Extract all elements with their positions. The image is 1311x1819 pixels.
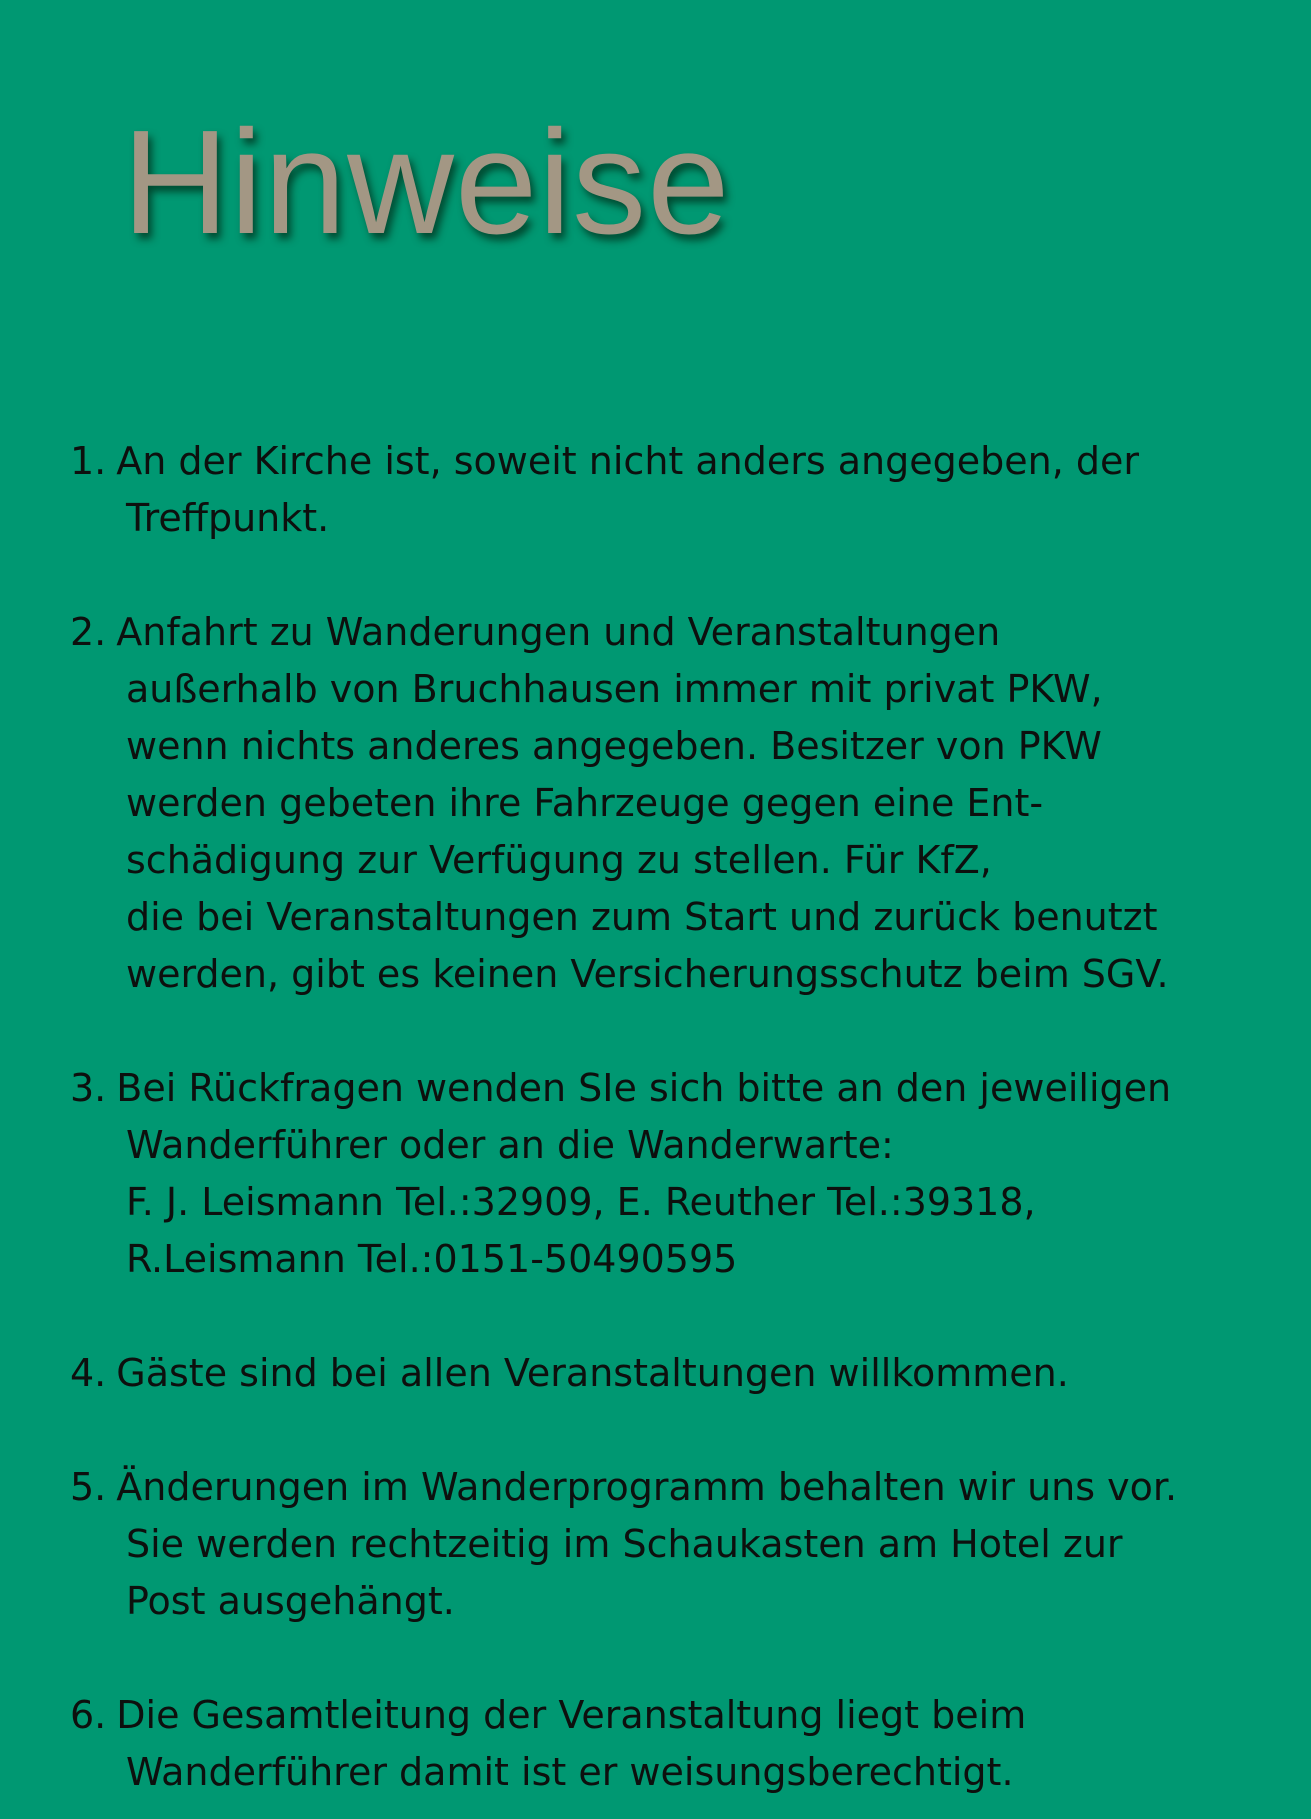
rule-number: 2. (70, 610, 107, 654)
rule-text-line: Gäste sind bei allen Veranstaltungen willkommen. (116, 1351, 1069, 1395)
rule-number: 5. (70, 1465, 107, 1509)
rule-number: 1. (70, 439, 107, 483)
rule-text-line: Treffpunkt. (126, 496, 330, 540)
rule-item-3 (70, 1060, 1280, 1288)
rule-item-5 (70, 1459, 1280, 1630)
rule-item-2 (70, 604, 1280, 1003)
rule-text-line: An der Kirche ist, soweit nicht anders angegeben, der (116, 439, 1139, 483)
rule-text-line: schädigung zur Verfügung zu stellen. Für KfZ, (126, 838, 992, 882)
rule-text-line: Die Gesamtleitung der Veranstaltung liegt beim (116, 1693, 1027, 1737)
page-title: Hinweise (122, 100, 731, 265)
rule-text-line: außerhalb von Bruchhausen immer mit privat PKW, (126, 667, 1103, 711)
rule-text-line: Änderungen im Wanderprogramm behalten wir uns vor. (116, 1465, 1178, 1509)
rule-text-line: Sie werden rechtzeitig im Schaukasten am Hotel zur (126, 1522, 1123, 1566)
rule-text-line: Anfahrt zu Wanderungen und Veranstaltungen (116, 610, 1001, 654)
rule-text-line: wenn nichts anderes angegeben. Besitzer von PKW (126, 724, 1102, 768)
rule-number: 4. (70, 1351, 107, 1395)
rule-text-line: werden, gibt es keinen Versicherungsschutz beim SGV. (126, 952, 1169, 996)
rule-text-line: werden gebeten ihre Fahrzeuge gegen eine Ent- (126, 781, 1044, 825)
rule-item-4 (70, 1345, 1280, 1402)
rule-text-line: R.Leismann Tel.:0151-50490595 (126, 1237, 738, 1281)
rule-text-line: Wanderführer oder an die Wanderwarte: (126, 1123, 894, 1167)
rule-item-1 (70, 433, 1280, 547)
rule-item-6 (70, 1687, 1280, 1801)
rule-text-line: Post ausgehängt. (126, 1579, 455, 1623)
rules-list (70, 433, 1280, 1801)
rule-text-line: die bei Veranstaltungen zum Start und zurück benutzt (126, 895, 1158, 939)
rule-text-line: Wanderführer damit ist er weisungsberechtigt. (126, 1750, 1014, 1794)
rule-number: 6. (70, 1693, 107, 1737)
rule-text-line: F. J. Leismann Tel.:32909, E. Reuther Tel.:39318, (126, 1180, 1036, 1224)
rule-text-line: Bei Rückfragen wenden SIe sich bitte an den jeweiligen (116, 1066, 1172, 1110)
rule-number: 3. (70, 1066, 107, 1110)
